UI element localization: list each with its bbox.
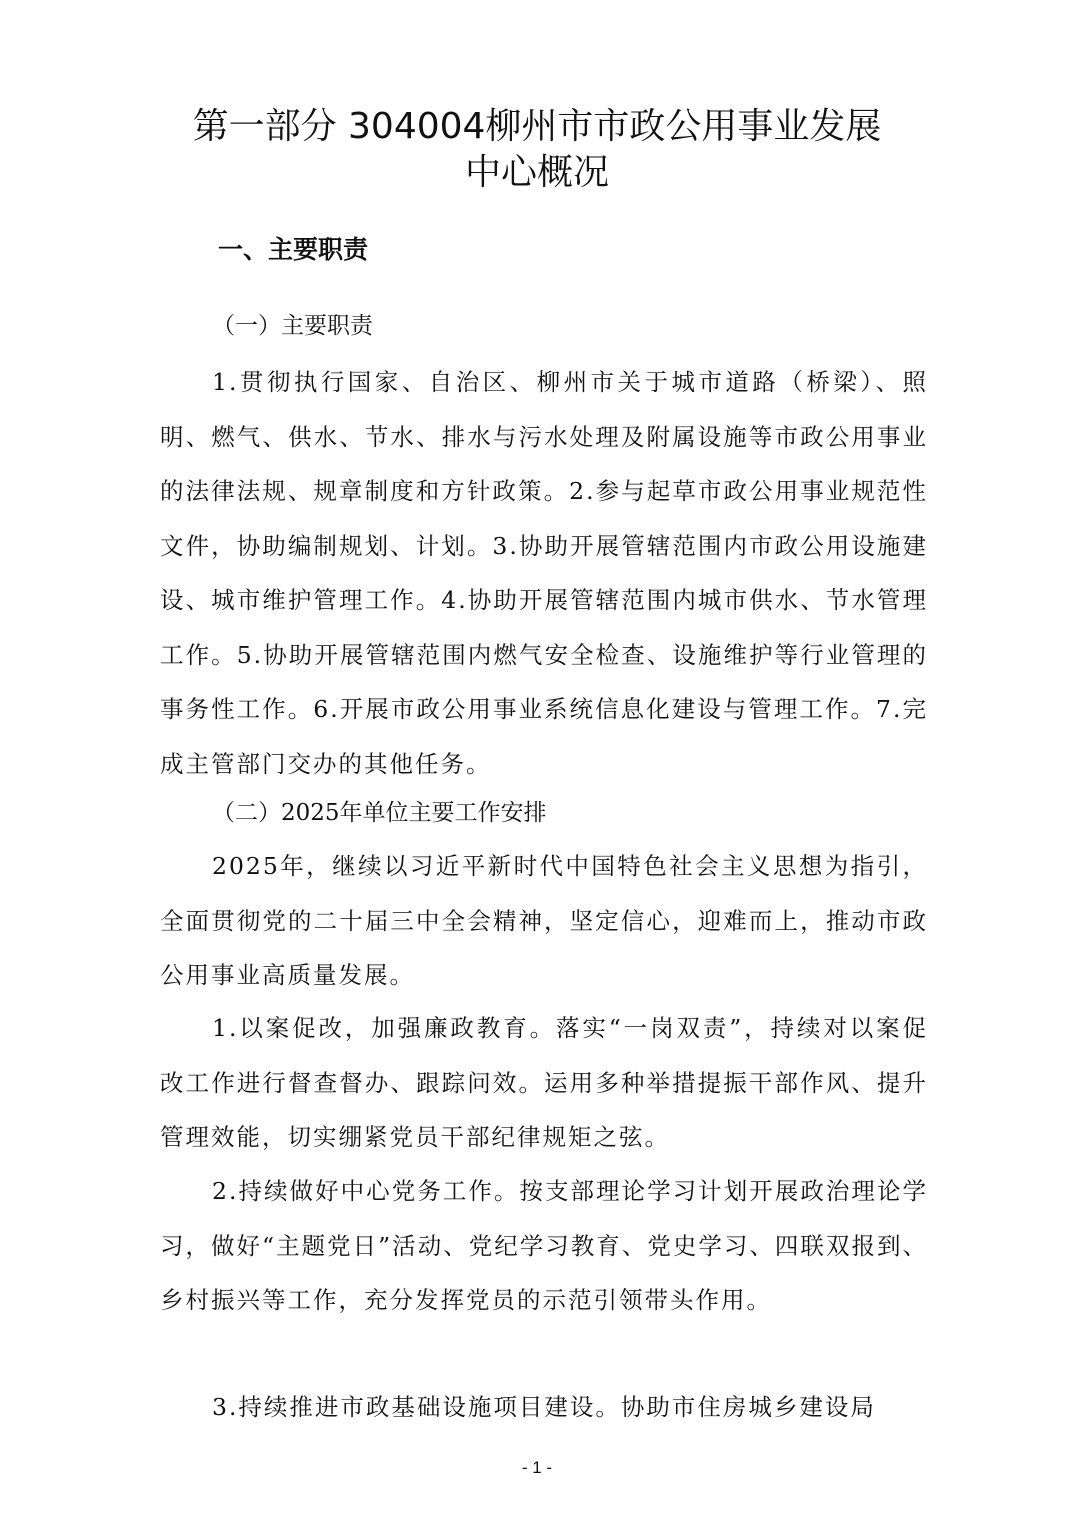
work-item-3-paragraph: 3.持续推进市政基础设施项目建设。协助市住房城乡建设局 <box>212 1393 876 1421</box>
work-item-2-paragraph: 2.持续做好中心党务工作。按支部理论学习计划开展政治理论学习，做好“主题党日”活动、党纪学习教育、党史学习、四联双报到、乡村振兴等工作，充分发挥党员的示范引领带头作用。 <box>160 1177 928 1314</box>
page-number: - 1 - <box>521 1458 553 1477</box>
duties-paragraph: 1.贯彻执行国家、自治区、柳州市关于城市道路（桥梁）、照明、燃气、供水、节水、排水与污水处理及附属设施等市政公用事业的法律法规、规章制度和方针政策。2.参与起草市政公用事业规范性文件，协助编制规划、计划。3.协助开展管辖范围内市政公用设施建设、城市维护管理工作。4.协助开展管辖范围内城市供水、节水管理工作。5.协助开展管辖范围内燃气安全检查、设施维护等行业管理的事务性工作。6.开展市政公用事业系统信息化建设与管理工作。7.完成主管部门交办的其他任务。 <box>160 368 928 778</box>
subsection-heading-duties: （一）主要职责 <box>212 313 373 339</box>
title-line-1: 第一部分 304004柳州市市政公用事业发展 <box>192 106 882 147</box>
title-line-2: 中心概况 <box>464 152 609 193</box>
subsection-heading-work-plan: （二）2025年单位主要工作安排 <box>212 800 547 826</box>
section-heading-main-duties: 一、主要职责 <box>218 235 369 264</box>
work-item-1-paragraph: 1.以案促改，加强廉政教育。落实“一岗双责”，持续对以案促改工作进行督查督办、跟踪问效。运用多种举措提振干部作风、提升管理效能，切实绷紧党员干部纪律规矩之弦。 <box>160 1014 928 1151</box>
work-plan-intro-paragraph: 2025年，继续以习近平新时代中国特色社会主义思想为指引，全面贯彻党的二十届三中全会精神，坚定信心，迎难而上，推动市政公用事业高质量发展。 <box>160 852 928 989</box>
document-title <box>100 104 974 196</box>
